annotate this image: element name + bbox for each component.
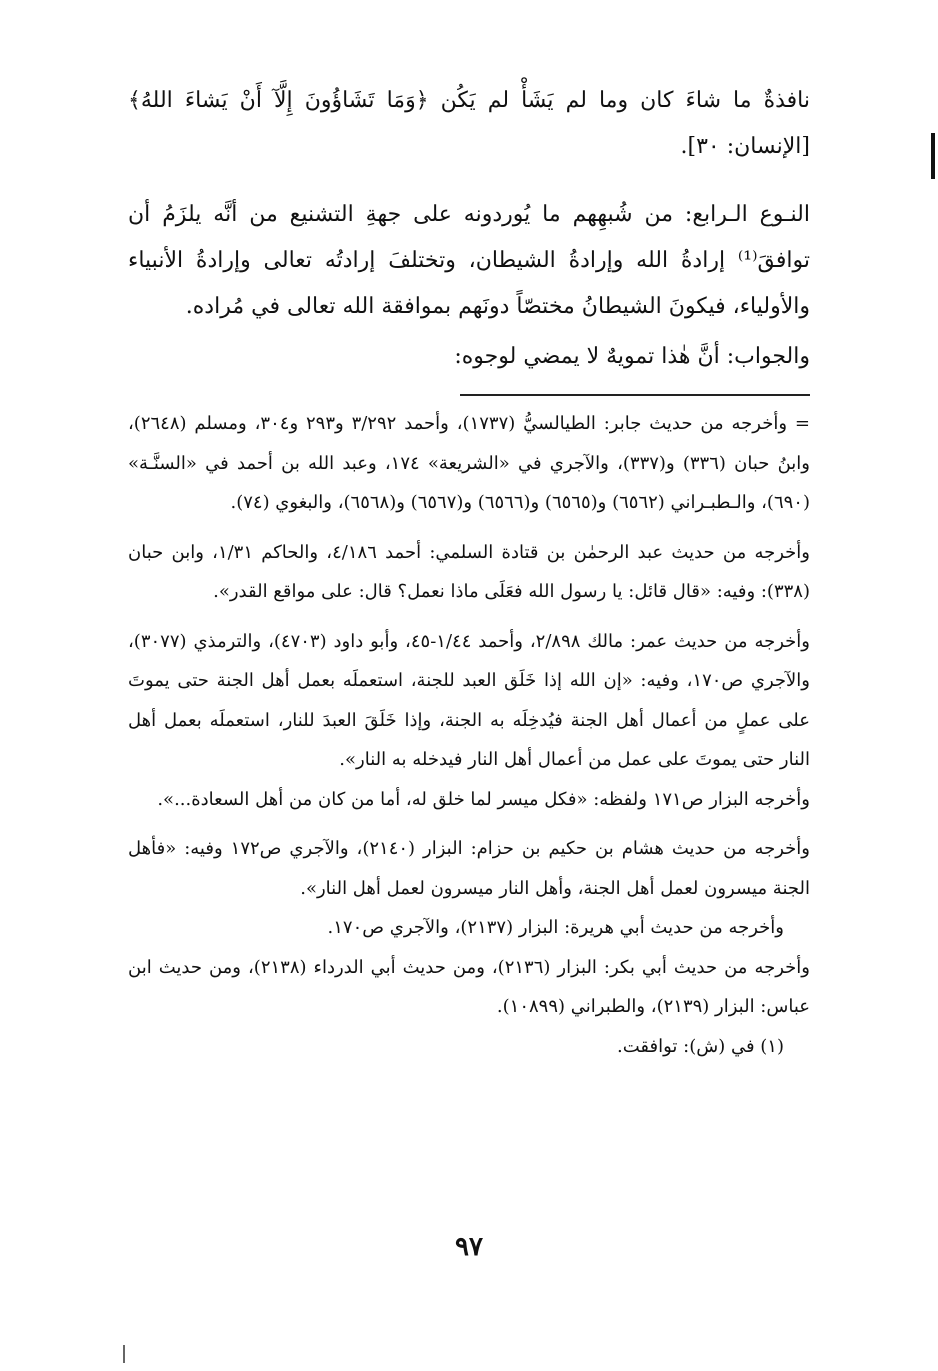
scan-mark — [123, 1345, 125, 1363]
footnote-separator — [460, 394, 810, 396]
footnote-item: وأخرجه من حديث عمر: مالك ٢/٨٩٨، وأحمد ١/٤٤-٤٥، وأبو داود (٤٧٠٣)، والترمذي (٣٠٧٧)، والآجري ص١٧٠، وفيه: «إن الله إذا خَلَق العبد للجنة، استعملَه بعمل أهل الجنة حتى يموتَ على عملٍ من أعمال أهل الجنة فيُدخِلَه به الجنة، وإذا خَلَقَ العبدَ للنار، استعملَه بعمل أهل النار حتى يموتَ على عمل من أعمال أهل النار فيدخله به النار». — [128, 630, 810, 770]
paragraph-3: والجواب: أنَّ هٰذا تمويهٌ لا يمضي لوجوه: — [454, 344, 810, 369]
paragraph-1: نافذةٌ ما شاءَ كان وما لم يَشَأْ لم يَكُن ﴿وَمَا تَشَاؤُونَ إِلَّآ أَنْ يَشاءَ اللهُ﴾ [الإنسان: ٣٠]. — [128, 88, 810, 159]
page-content — [128, 78, 810, 1066]
footnote-item: وأخرجه من حديث أبي هريرة: البزار (٢١٣٧)، والآجري ص١٧٠. — [327, 917, 784, 938]
footnote-continuation: = وأخرجه من حديث جابر: الطيالسيُّ (١٧٣٧)، وأحمد ٣/٢٩٢ و٢٩٣ و٣٠٤، ومسلم (٢٦٤٨)، وابنُ حبان (٣٣٦) و(٣٣٧)، والآجري في «الشريعة» ١٧٤، وعبد الله بن أحمد في «السنَّـة» (٦٩٠)، والـطبـراني (٦٥٦٢) و(٦٥٦٥) و(٦٥٦٦) و(٦٥٦٧) و(٦٥٦٨)، والبغوي (٧٤). — [128, 413, 811, 513]
paragraph-2: النـوع الـرابع: من شُبهِهم ما يُوردونه على جهةِ التشنيع من أنَّه يلزَمُ أن توافقَ⁽¹⁾ إرادةُ الله وإرادةُ الشيطان، وتختلفَ إرادتُه تعالى وإرادةُ الأنبياء والأولياء، فيكونَ الشيطانُ مختصّاً دونَهم بموافقة الله تعالى في مُراده. — [128, 202, 810, 319]
footnote-item: وأخرجه البزار ص١٧١ ولفظه: «فكل ميسر لما خلق له، أما من كان من أهل السعادة...». — [157, 788, 810, 810]
footnotes — [128, 404, 810, 1066]
footnote-item: وأخرجه من حديث أبي بكر: البزار (٢١٣٦)، ومن حديث أبي الدرداء (٢١٣٨)، ومن حديث ابن عباس: البزار (٢١٣٩)، والطبراني (١٠٨٩٩). — [128, 956, 810, 1017]
footnote-1: (١) في (ش): توافقت. — [617, 1035, 784, 1057]
footnote-item: وأخرجه من حديث عبد الرحمٰن بن قتادة السلمي: أحمد ٤/١٨٦، والحاكم ١/٣١، وابن حبان (٣٣٨): وفيه: «قال قائل: يا رسول الله فعَلَى ماذا نعمل؟ قال: على مواقع القدر». — [128, 541, 810, 602]
page-number: ٩٧ — [455, 1232, 483, 1262]
margin-mark — [931, 133, 935, 179]
main-text — [128, 78, 810, 380]
footnote-item: وأخرجه من حديث هشام بن حكيم بن حزام: البزار (٢١٤٠)، والآجري ص١٧٢ وفيه: «فأهل الجنة ميسرون لعمل أهل الجنة، وأهل النار ميسرون لعمل أهل النار». — [128, 838, 810, 899]
